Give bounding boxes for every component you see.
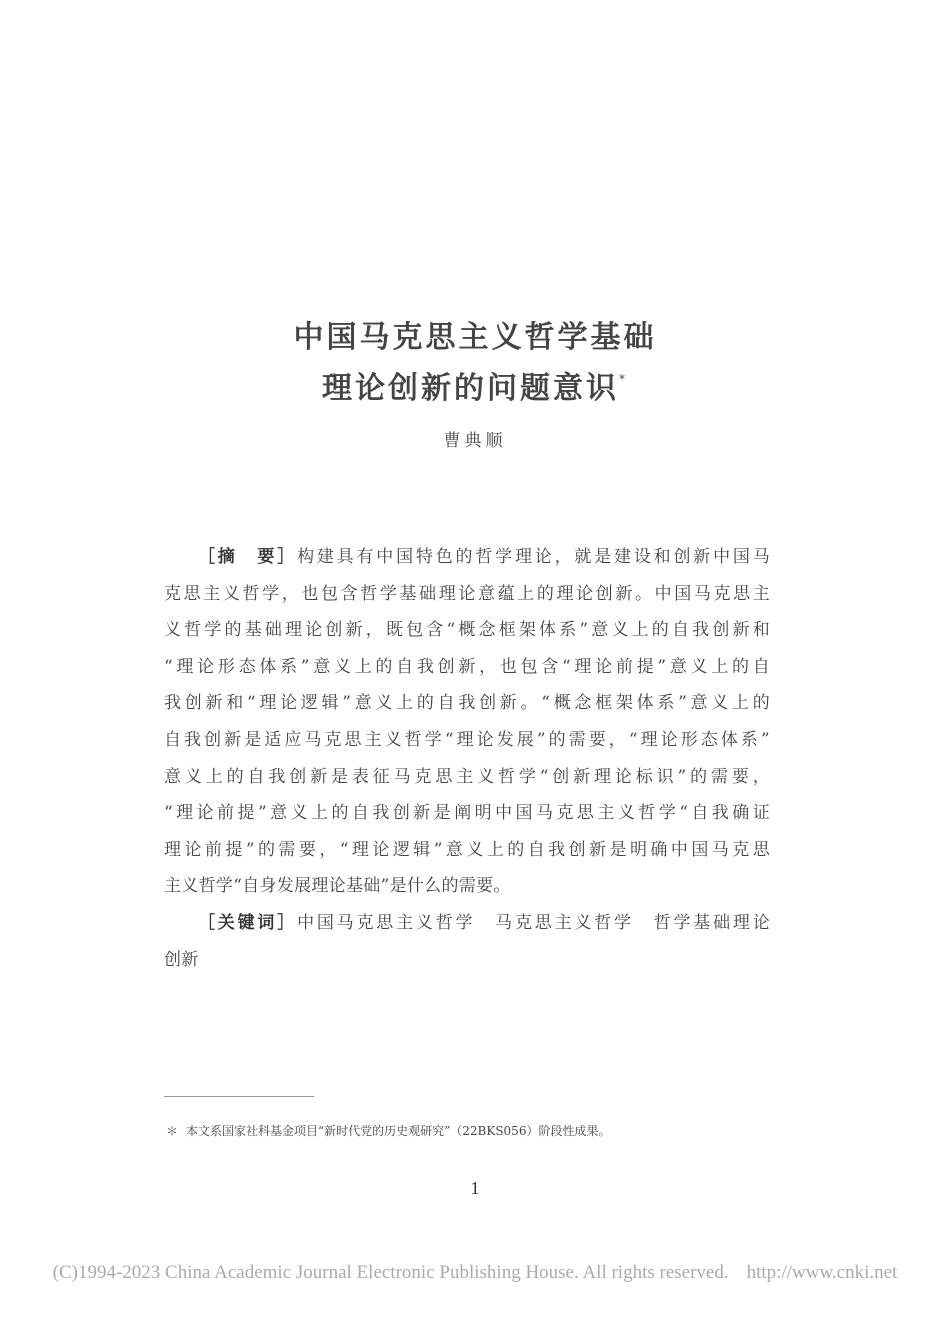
copyright-url: http://www.cnki.net [746,1262,898,1283]
abstract-line: “理论形态体系”意义上的自我创新，也包含“理论前提”意义上的自 [164,656,770,677]
title-footnote-mark: * [619,372,628,386]
title-line-2-text: 理论创新的问题意识 [322,371,619,406]
abstract-line: 理论前提”的需要，“理论逻辑”意义上的自我创新是明确中国马克思 [164,839,770,860]
copyright-text: (C)1994-2023 China Academic Journal Electronic Publishing House. All rights reserved. [52,1262,729,1283]
footnote-text: 本文系国家社科基金项目“新时代党的历史观研究”（22BKS056）阶段性成果。 [186,1124,611,1138]
keywords-line: 创新 [164,949,199,970]
page-number: 1 [470,1178,480,1198]
abstract-label: ［摘 要］ [198,547,298,567]
keywords-label: ［关键词］ [198,912,298,933]
footnote-mark: ＊ [166,1124,179,1138]
author-name: 曹典顺 [443,431,507,451]
abstract-line: 主义哲学“自身发展理论基础”是什么的需要。 [164,876,511,897]
footnote-divider [164,1096,314,1097]
abstract-text: 构建具有中国特色的哲学理论，就是建设和创新中国马 [297,547,770,567]
abstract-line [164,539,770,576]
title-line-2 [0,363,950,407]
abstract-line: “理论前提”意义上的自我创新是阐明中国马克思主义哲学“自我确证 [164,803,770,824]
abstract-section [164,539,770,978]
title-line-1: 中国马克思主义哲学基础 [293,320,657,355]
footnote [166,1122,786,1139]
keywords-text: 中国马克思主义哲学 马克思主义哲学 哲学基础理论 [297,912,770,933]
abstract-line: 义哲学的基础理论创新，既包含“概念框架体系”意义上的自我创新和 [164,620,770,641]
abstract-line: 意义上的自我创新是表征马克思主义哲学“创新理论标识”的需要， [164,766,770,787]
abstract-line: 克思主义哲学，也包含哲学基础理论意蕴上的理论创新。中国马克思主 [164,583,770,604]
abstract-line: 我创新和“理论逻辑”意义上的自我创新。“概念框架体系”意义上的 [164,693,770,714]
copyright-footer [0,1262,950,1284]
keywords-line [164,905,770,942]
abstract-line: 自我创新是适应马克思主义哲学“理论发展”的需要，“理论形态体系” [164,729,770,750]
